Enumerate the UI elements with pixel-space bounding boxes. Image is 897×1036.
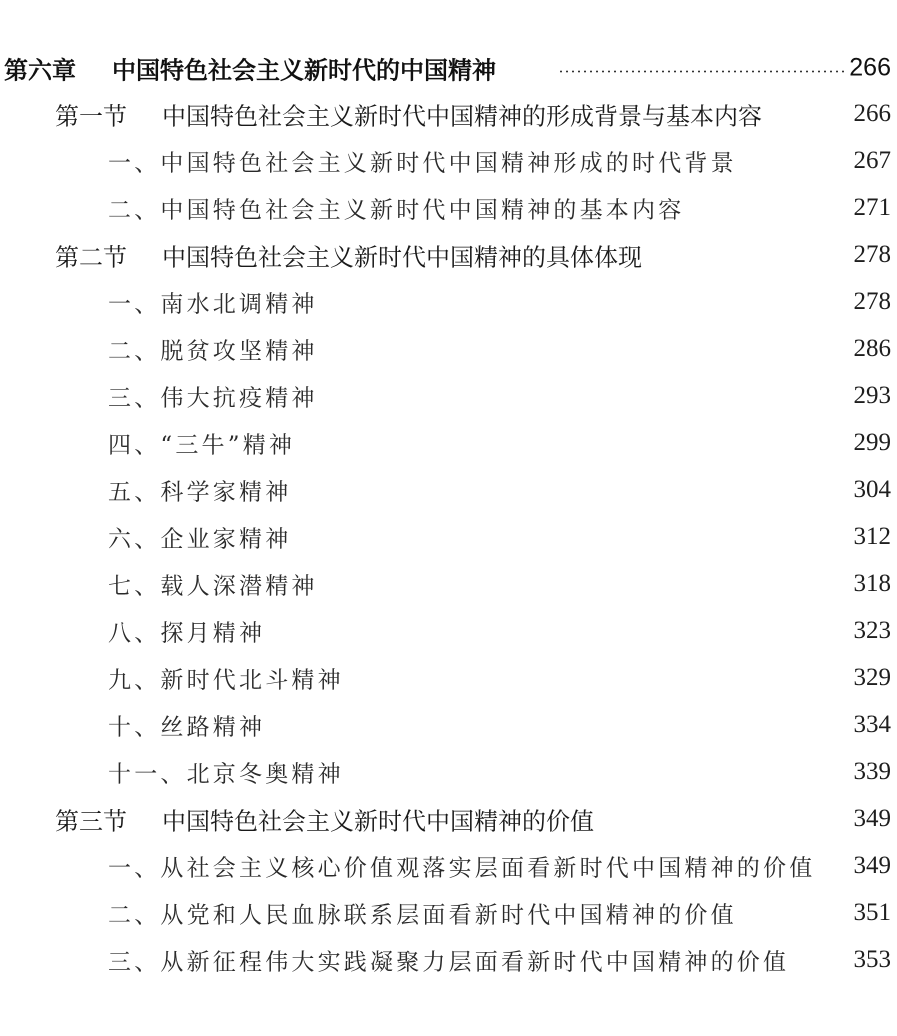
section-label: 第三节 bbox=[55, 807, 127, 836]
item-title: 十一、北京冬奥精神 bbox=[108, 761, 344, 788]
item-title: 七、载人深潜精神 bbox=[108, 573, 318, 600]
item-page-number: 334 bbox=[853, 711, 891, 738]
item-title: 三、从新征程伟大实践凝聚力层面看新时代中国精神的价值 bbox=[108, 949, 790, 976]
toc-item-entry[interactable] bbox=[0, 940, 897, 980]
toc-item-entry[interactable] bbox=[0, 752, 897, 792]
chapter-label: 第六章 bbox=[4, 56, 76, 85]
section-heading bbox=[55, 97, 762, 132]
toc-item-entry[interactable] bbox=[0, 470, 897, 510]
section-label: 第一节 bbox=[55, 102, 127, 131]
toc-item-entry[interactable] bbox=[0, 893, 897, 933]
item-title: 二、中国特色社会主义新时代中国精神的基本内容 bbox=[108, 197, 685, 224]
section-page-number: 349 bbox=[853, 805, 891, 832]
item-title: 十、丝路精神 bbox=[108, 714, 266, 741]
toc-item-entry[interactable] bbox=[0, 188, 897, 228]
section-page-number: 278 bbox=[853, 241, 891, 268]
section-label: 第二节 bbox=[55, 243, 127, 272]
section-heading bbox=[55, 238, 642, 273]
toc-item-entry[interactable] bbox=[0, 611, 897, 651]
toc-item-entry[interactable] bbox=[0, 705, 897, 745]
item-title: 九、新时代北斗精神 bbox=[108, 667, 344, 694]
item-title: 六、企业家精神 bbox=[108, 526, 292, 553]
section-heading bbox=[55, 802, 594, 837]
item-page-number: 339 bbox=[853, 758, 891, 785]
section-title: 中国特色社会主义新时代中国精神的形成背景与基本内容 bbox=[162, 102, 762, 131]
item-title: 四、“三牛”精神 bbox=[108, 432, 296, 459]
toc-section-entry[interactable] bbox=[0, 94, 897, 134]
item-title: 三、伟大抗疫精神 bbox=[108, 385, 318, 412]
item-page-number: 353 bbox=[853, 946, 891, 973]
item-page-number: 323 bbox=[853, 617, 891, 644]
toc-item-entry[interactable] bbox=[0, 658, 897, 698]
item-page-number: 293 bbox=[853, 382, 891, 409]
item-page-number: 267 bbox=[853, 147, 891, 174]
toc-item-entry[interactable] bbox=[0, 282, 897, 322]
item-title: 一、中国特色社会主义新时代中国精神形成的时代背景 bbox=[108, 150, 737, 177]
chapter-heading bbox=[4, 51, 496, 86]
item-page-number: 318 bbox=[853, 570, 891, 597]
item-page-number: 349 bbox=[853, 852, 891, 879]
chapter-title: 中国特色社会主义新时代的中国精神 bbox=[112, 56, 496, 85]
item-title: 二、从党和人民血脉联系层面看新时代中国精神的价值 bbox=[108, 902, 737, 929]
dot-leader bbox=[558, 70, 845, 73]
item-page-number: 312 bbox=[853, 523, 891, 550]
toc-section-entry[interactable] bbox=[0, 235, 897, 275]
toc-item-entry[interactable] bbox=[0, 564, 897, 604]
toc-item-entry[interactable] bbox=[0, 517, 897, 557]
item-title: 二、脱贫攻坚精神 bbox=[108, 338, 318, 365]
item-page-number: 271 bbox=[853, 194, 891, 221]
toc-item-entry[interactable] bbox=[0, 376, 897, 416]
item-page-number: 286 bbox=[853, 335, 891, 362]
section-page-number: 266 bbox=[853, 100, 891, 127]
item-page-number: 304 bbox=[853, 476, 891, 503]
item-title: 一、南水北调精神 bbox=[108, 291, 318, 318]
item-page-number: 351 bbox=[853, 899, 891, 926]
section-title: 中国特色社会主义新时代中国精神的具体体现 bbox=[162, 243, 642, 272]
chapter-page-number: 266 bbox=[849, 53, 891, 82]
item-title: 五、科学家精神 bbox=[108, 479, 292, 506]
toc-item-entry[interactable] bbox=[0, 329, 897, 369]
item-title: 八、探月精神 bbox=[108, 620, 266, 647]
toc-item-entry[interactable] bbox=[0, 846, 897, 886]
toc-item-entry[interactable] bbox=[0, 423, 897, 463]
item-page-number: 329 bbox=[853, 664, 891, 691]
toc-item-entry[interactable] bbox=[0, 141, 897, 181]
toc-chapter-entry[interactable] bbox=[0, 48, 897, 88]
section-title: 中国特色社会主义新时代中国精神的价值 bbox=[162, 807, 594, 836]
item-page-number: 278 bbox=[853, 288, 891, 315]
item-page-number: 299 bbox=[853, 429, 891, 456]
item-title: 一、从社会主义核心价值观落实层面看新时代中国精神的价值 bbox=[108, 855, 816, 882]
toc-section-entry[interactable] bbox=[0, 799, 897, 839]
